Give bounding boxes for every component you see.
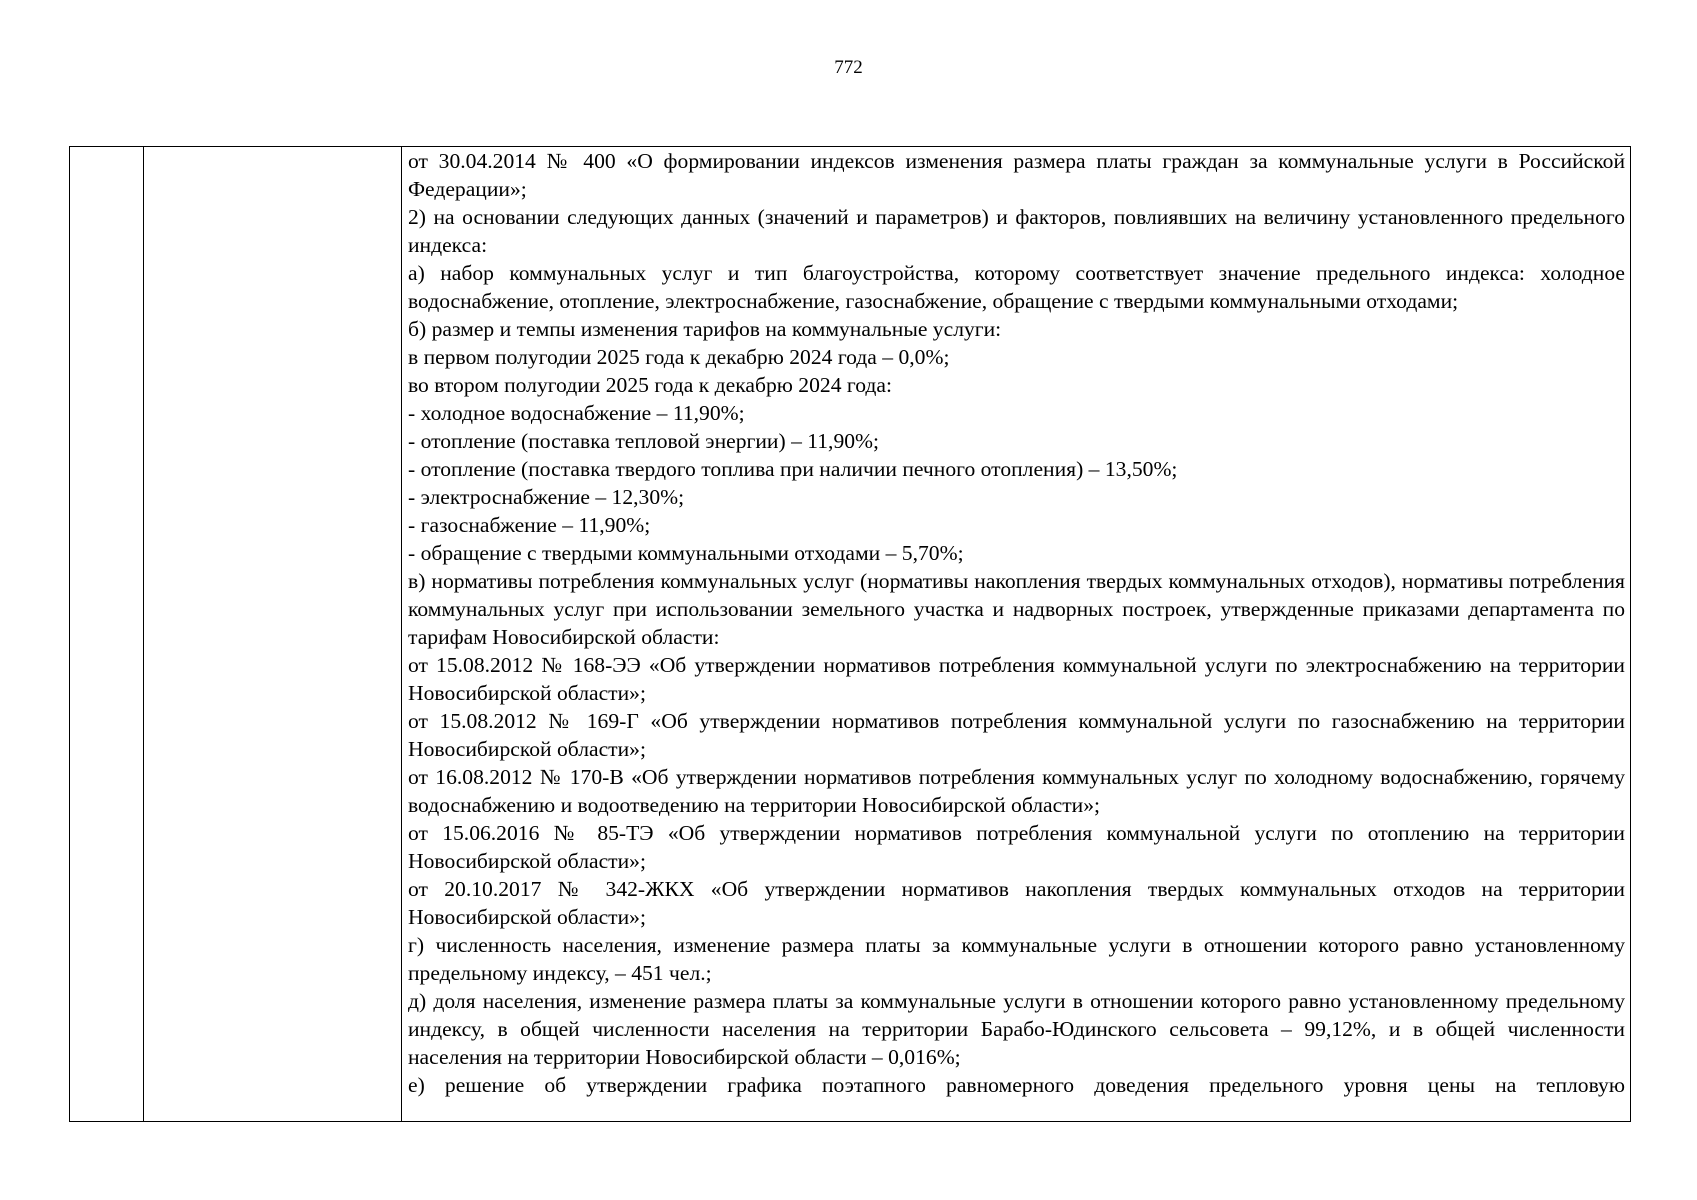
paragraph-item-e: е) решение об утверждении графика поэтапного равномерного доведения предельного уровня цены на тепловую xyxy=(408,1073,1625,1097)
list-item-cold-water: - холодное водоснабжение – 11,90%; xyxy=(408,401,745,425)
paragraph-item-b: б) размер и темпы изменения тарифов на коммунальные услуги: xyxy=(408,317,1002,341)
list-item-solid-waste: - обращение с твердыми коммунальными отходами – 5,70%; xyxy=(408,541,964,565)
list-item-heating: - отопление (поставка тепловой энергии) – 11,90%; xyxy=(408,429,880,453)
paragraph-order-85-te: от 15.06.2016 № 85-ТЭ «Об утверждении нормативов потребления коммунальной услуги по отоплению на территории Новосибирской области»; xyxy=(408,821,1625,873)
list-item-solid-fuel-heating: - отопление (поставка твердого топлива при наличии печного отопления) – 13,50%; xyxy=(408,457,1178,481)
paragraph-second-half-2025: во втором полугодии 2025 года к декабрю 2024 года: xyxy=(408,373,892,397)
paragraph-order-168-ee: от 15.08.2012 № 168-ЭЭ «Об утверждении нормативов потребления коммунальной услуги по электроснабжению на территории Новосибирской области»; xyxy=(408,653,1625,705)
paragraph-order-342-zhkh: от 20.10.2017 № 342-ЖКХ «Об утверждении нормативов накопления твердых коммунальных отходов на территории Новосибирской области»; xyxy=(408,877,1625,929)
table-column-divider-2 xyxy=(401,147,402,1121)
paragraph-decree-reference: от 30.04.2014 № 400 «О формировании индексов изменения размера платы граждан за коммунальные услуги в Российской Федерации»; xyxy=(408,149,1625,201)
paragraph-order-170-v: от 16.08.2012 № 170-В «Об утверждении нормативов потребления коммунальных услуг по холодному водоснабжению, горячему водоснабжению и водоотведению на территории Новосибирской области»; xyxy=(408,765,1625,817)
paragraph-item-v: в) нормативы потребления коммунальных услуг (нормативы накопления твердых коммунальных отходов), нормативы потребления коммунальных услуг при использовании земельного участка и надворных построек, утвержденные приказами департамента по тарифам Новосибирской области: xyxy=(408,569,1625,649)
table-text-cell xyxy=(408,147,1625,1121)
table-column-divider-1 xyxy=(143,147,144,1121)
page-number: 772 xyxy=(834,57,863,78)
paragraph-first-half-2025: в первом полугодии 2025 года к декабрю 2024 года – 0,0%; xyxy=(408,345,950,369)
document-table xyxy=(69,146,1631,1122)
paragraph-item-d: д) доля населения, изменение размера платы за коммунальные услуги в отношении которого равно установленному предельному индексу, в общей численности населения на территории Барабо-Юдинского сельсовета – 99,12%, и в общей численности населения на территории Новосибирской области – 0,016%; xyxy=(408,989,1625,1069)
list-item-gas: - газоснабжение – 11,90%; xyxy=(408,513,651,537)
paragraph-item-a: а) набор коммунальных услуг и тип благоустройства, которому соответствует значение предельного индекса: холодное водоснабжение, отопление, электроснабжение, газоснабжение, обращение с твердыми коммунальными отходами; xyxy=(408,261,1625,313)
paragraph-item-2: 2) на основании следующих данных (значений и параметров) и факторов, повлиявших на величину установленного предельного индекса: xyxy=(408,205,1625,257)
list-item-electricity: - электроснабжение – 12,30%; xyxy=(408,485,685,509)
paragraph-item-g: г) численность населения, изменение размера платы за коммунальные услуги в отношении которого равно установленному предельному индексу, – 451 чел.; xyxy=(408,933,1625,985)
paragraph-order-169-g: от 15.08.2012 № 169-Г «Об утверждении нормативов потребления коммунальной услуги по газоснабжению на территории Новосибирской области»; xyxy=(408,709,1625,761)
